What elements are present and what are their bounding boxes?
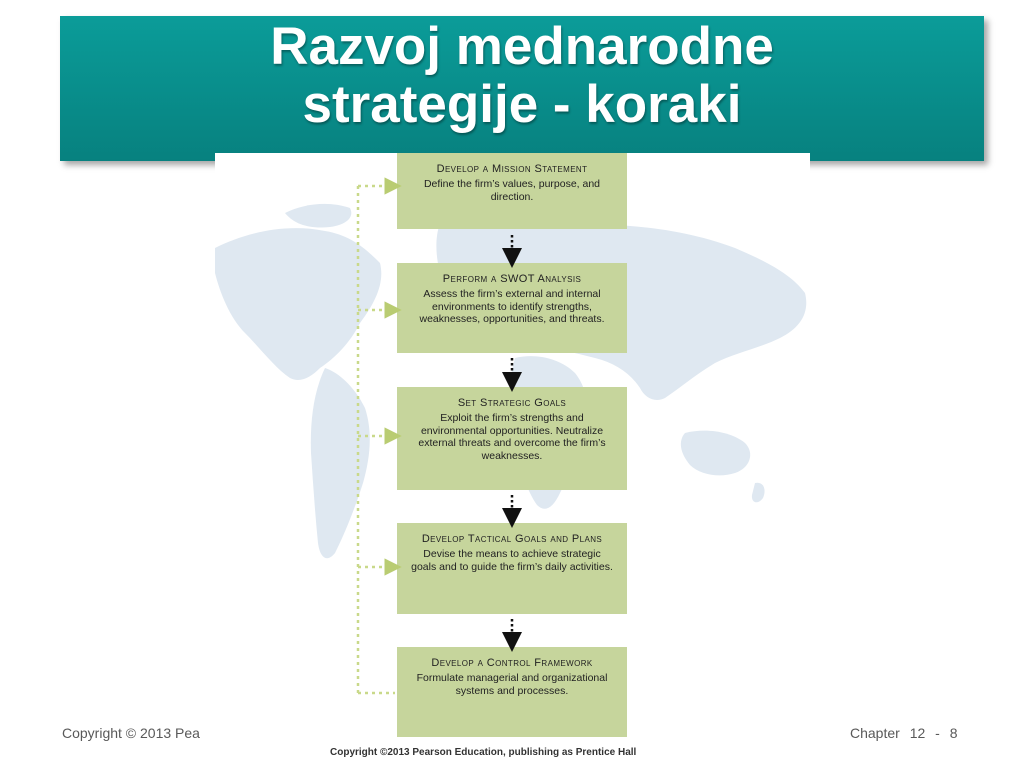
footer-chapter [850,725,964,741]
figure-credit: Copyright ©2013 Pearson Education, publishing as Prentice Hall [330,747,637,758]
footer-copyright: Copyright © 2013 Pea [62,725,200,741]
slide-title [60,18,984,134]
step-title-mission-statement: Develop a Mission Statement [436,163,588,175]
slide-title-line-2: strategije - koraki [302,75,742,134]
footer-separator: - [935,725,940,741]
flow-connectors [215,153,810,745]
strategy-flow-diagram [215,153,810,745]
step-desc-mission-statement: Define the firm’s values, purpose, and direction. [423,178,601,203]
footer-chapter-label: Chapter [850,725,900,741]
step-title-strategic-goals: Set Strategic Goals [457,397,567,409]
step-title-tactical-goals: Develop Tactical Goals and Plans [421,533,603,545]
slide-title-line-1: Razvoj mednarodne [270,17,774,76]
step-desc-tactical-goals: Devise the means to achieve strategic goals and to guide the firm’s daily activities. [411,548,613,573]
step-desc-strategic-goals: Exploit the firm’s strengths and environmental opportunities. Neutralize external threats and overcome the firm’s weaknesses. [418,412,606,462]
step-desc-control-framework: Formulate managerial and organizational systems and processes. [416,672,608,697]
footer-page-number: 8 [949,725,958,741]
step-title-swot-analysis: Perform a SWOT Analysis [442,273,582,285]
step-desc-swot-analysis: Assess the firm’s external and internal environments to identify strengths, weaknesses, opportunities, and threats. [419,288,605,325]
step-title-control-framework: Develop a Control Framework [431,657,593,669]
footer-chapter-number: 12 [909,725,926,741]
